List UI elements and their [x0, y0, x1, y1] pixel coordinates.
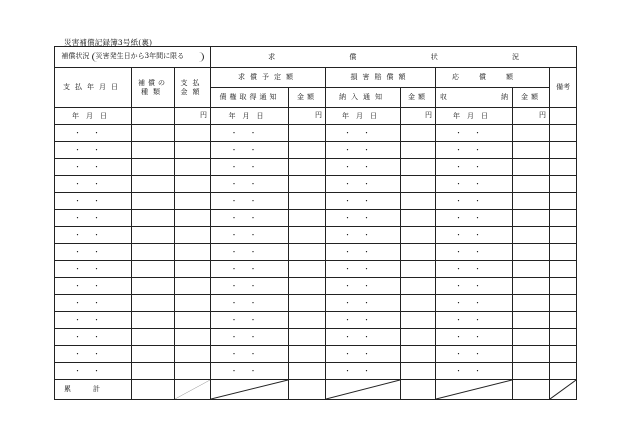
empty-cell: [550, 108, 577, 125]
date-entry-cell[interactable]: ・・: [326, 142, 401, 159]
entry-cell[interactable]: [401, 346, 436, 363]
entry-cell[interactable]: [132, 176, 175, 193]
entry-cell[interactable]: [289, 227, 326, 244]
entry-cell[interactable]: [550, 176, 577, 193]
entry-cell[interactable]: [401, 244, 436, 261]
date-entry-cell[interactable]: ・・: [436, 312, 513, 329]
entry-cell[interactable]: [289, 142, 326, 159]
entry-cell[interactable]: [513, 329, 550, 346]
entry-cell[interactable]: [550, 278, 577, 295]
date-entry-cell[interactable]: ・・: [55, 363, 132, 380]
entry-cell[interactable]: [289, 159, 326, 176]
entry-cell[interactable]: [132, 210, 175, 227]
date-entry-cell[interactable]: ・・: [326, 193, 401, 210]
date-entry-cell[interactable]: ・・: [211, 193, 289, 210]
entry-cell[interactable]: [513, 278, 550, 295]
date-entry-cell[interactable]: ・・: [55, 159, 132, 176]
date-entry-cell[interactable]: ・・: [211, 159, 289, 176]
col-reimbursed-label: 応償額: [452, 73, 534, 82]
entry-cell[interactable]: [513, 312, 550, 329]
col-comp-type-line2: 種類: [141, 87, 165, 96]
unit-date-planned: 年月日: [211, 108, 289, 125]
entry-cell[interactable]: [175, 159, 211, 176]
col-payment-amount-line2: 金額: [180, 87, 205, 96]
entry-cell[interactable]: [289, 125, 326, 142]
date-entry-cell[interactable]: ・・: [211, 125, 289, 142]
entry-cell[interactable]: [289, 329, 326, 346]
date-entry-cell[interactable]: ・・: [436, 278, 513, 295]
entry-cell[interactable]: [401, 210, 436, 227]
entry-cell[interactable]: [513, 261, 550, 278]
unit-date-damages: 年月日: [326, 108, 401, 125]
entry-cell[interactable]: [132, 329, 175, 346]
status-header-row: [55, 47, 577, 68]
entry-cell[interactable]: [175, 261, 211, 278]
date-entry-cell[interactable]: ・・: [326, 261, 401, 278]
date-entry-cell[interactable]: ・・: [326, 312, 401, 329]
table-row: [55, 227, 577, 244]
date-entry-cell[interactable]: ・・: [326, 346, 401, 363]
unit-yen-planned: [289, 108, 326, 125]
date-entry-cell[interactable]: ・・: [211, 244, 289, 261]
claim-status-char-4: 況: [511, 52, 519, 61]
entry-cell[interactable]: [401, 278, 436, 295]
entry-cell[interactable]: [513, 244, 550, 261]
entry-cell[interactable]: [513, 295, 550, 312]
diagonal-slash: [436, 380, 512, 399]
date-entry-cell[interactable]: ・・: [326, 210, 401, 227]
table-row: [55, 295, 577, 312]
entry-cell[interactable]: [550, 295, 577, 312]
sub-amount-reimbursed: 金額: [513, 88, 550, 108]
empty-cell: [132, 108, 175, 125]
entry-cell[interactable]: [401, 125, 436, 142]
date-entry-cell[interactable]: ・・: [436, 227, 513, 244]
entry-cell[interactable]: [550, 312, 577, 329]
yen-label: 円: [425, 111, 433, 119]
entry-cell[interactable]: [132, 261, 175, 278]
col-comp-type-line1: 補償の: [138, 79, 168, 88]
entry-cell[interactable]: [175, 176, 211, 193]
sub-receipt-payment: [436, 88, 513, 108]
date-entry-cell[interactable]: ・・: [55, 312, 132, 329]
entry-cell[interactable]: [550, 159, 577, 176]
col-comp-type: [132, 68, 175, 108]
claim-status-char-2: 償: [349, 52, 357, 61]
date-entry-cell[interactable]: ・・: [326, 227, 401, 244]
col-payment-date: 支払年月日: [55, 68, 132, 108]
sub-payment: 納: [501, 93, 509, 102]
entry-cell[interactable]: [550, 193, 577, 210]
entry-cell[interactable]: [401, 159, 436, 176]
entry-cell[interactable]: [550, 210, 577, 227]
entry-cell[interactable]: [175, 278, 211, 295]
date-entry-cell[interactable]: ・・: [211, 176, 289, 193]
col-damages: 損害賠償額: [326, 68, 436, 88]
date-entry-cell[interactable]: ・・: [326, 244, 401, 261]
entry-cell[interactable]: [513, 210, 550, 227]
empty-cell: [289, 380, 326, 400]
entry-cell[interactable]: [513, 227, 550, 244]
entry-cell[interactable]: [289, 346, 326, 363]
entry-cell[interactable]: [513, 125, 550, 142]
date-entry-cell[interactable]: ・・: [436, 363, 513, 380]
date-entry-cell[interactable]: ・・: [326, 125, 401, 142]
entry-cell[interactable]: [175, 142, 211, 159]
entry-cell[interactable]: [132, 227, 175, 244]
date-entry-cell[interactable]: ・・: [55, 125, 132, 142]
empty-cell: [401, 380, 436, 400]
date-entry-cell[interactable]: ・・: [55, 210, 132, 227]
table-row: [55, 329, 577, 346]
unit-yen-damages: [401, 108, 436, 125]
date-entry-cell[interactable]: ・・: [211, 278, 289, 295]
entry-cell[interactable]: [132, 278, 175, 295]
date-entry-cell[interactable]: ・・: [326, 363, 401, 380]
table-row: [55, 346, 577, 363]
entry-cell[interactable]: [550, 125, 577, 142]
empty-cell: [132, 380, 175, 400]
diagonal-slash: [550, 380, 576, 399]
date-entry-cell[interactable]: ・・: [211, 210, 289, 227]
entry-cell[interactable]: [175, 193, 211, 210]
entry-cell[interactable]: [550, 346, 577, 363]
table-row: [55, 363, 577, 380]
status-note: 災害発生日から3年間に限る: [92, 52, 204, 61]
col-remarks: 備考: [550, 68, 577, 108]
date-entry-cell[interactable]: ・・: [211, 312, 289, 329]
date-entry-cell[interactable]: ・・: [436, 210, 513, 227]
entry-cell[interactable]: [175, 210, 211, 227]
date-entry-cell[interactable]: ・・: [55, 244, 132, 261]
entry-cell[interactable]: [175, 312, 211, 329]
date-entry-cell[interactable]: ・・: [55, 278, 132, 295]
table-row: [55, 159, 577, 176]
date-entry-cell[interactable]: ・・: [55, 261, 132, 278]
compensation-record-table: [54, 46, 577, 400]
table-row: [55, 244, 577, 261]
data-rows: [55, 125, 577, 380]
entry-cell[interactable]: [132, 295, 175, 312]
entry-cell[interactable]: [289, 312, 326, 329]
sub-amount-planned: 金額: [289, 88, 326, 108]
claim-status-char-3: 状: [430, 52, 438, 61]
entry-cell[interactable]: [289, 295, 326, 312]
units-row: [55, 108, 577, 125]
unit-yen-payment: [175, 108, 211, 125]
entry-cell[interactable]: [289, 176, 326, 193]
entry-cell[interactable]: [513, 142, 550, 159]
table-row: [55, 193, 577, 210]
entry-cell[interactable]: [401, 142, 436, 159]
total-slash-cell: [175, 380, 211, 400]
date-entry-cell[interactable]: ・・: [436, 261, 513, 278]
date-entry-cell[interactable]: ・・: [326, 329, 401, 346]
date-entry-cell[interactable]: ・・: [211, 363, 289, 380]
yen-label: 円: [200, 111, 208, 119]
entry-cell[interactable]: [513, 176, 550, 193]
entry-cell[interactable]: [175, 363, 211, 380]
entry-cell[interactable]: [132, 346, 175, 363]
date-entry-cell[interactable]: ・・: [55, 346, 132, 363]
entry-cell[interactable]: [132, 363, 175, 380]
table-row: [55, 142, 577, 159]
table-row: [55, 176, 577, 193]
entry-cell[interactable]: [132, 159, 175, 176]
entry-cell[interactable]: [175, 346, 211, 363]
entry-cell[interactable]: [175, 227, 211, 244]
col-reimbursed: [436, 68, 550, 88]
entry-cell[interactable]: [550, 142, 577, 159]
table-row: [55, 312, 577, 329]
total-slash-cell: [550, 380, 577, 400]
status-label: 補償状況: [61, 52, 90, 61]
table-row: [55, 261, 577, 278]
entry-cell[interactable]: [401, 261, 436, 278]
total-slash-cell: [211, 380, 289, 400]
empty-cell: [513, 380, 550, 400]
entry-cell[interactable]: [550, 329, 577, 346]
date-entry-cell[interactable]: ・・: [55, 295, 132, 312]
date-entry-cell[interactable]: ・・: [436, 159, 513, 176]
date-entry-cell[interactable]: ・・: [55, 142, 132, 159]
entry-cell[interactable]: [175, 329, 211, 346]
diagonal-slash: [326, 380, 400, 399]
col-planned: 求償予定額: [211, 68, 326, 88]
unit-date-reimbursed: 年月日: [436, 108, 513, 125]
entry-cell[interactable]: [289, 278, 326, 295]
total-slash-cell: [326, 380, 401, 400]
date-entry-cell[interactable]: ・・: [211, 329, 289, 346]
sub-notice-damages: 納入通知: [326, 88, 401, 108]
date-entry-cell[interactable]: ・・: [326, 176, 401, 193]
sub-receipt: 収: [440, 93, 448, 102]
date-entry-cell[interactable]: ・・: [211, 142, 289, 159]
status-cell: [55, 47, 211, 68]
sub-amount-damages: 金額: [401, 88, 436, 108]
entry-cell[interactable]: [289, 261, 326, 278]
total-label: 累計: [55, 380, 132, 400]
entry-cell[interactable]: [401, 193, 436, 210]
date-entry-cell[interactable]: ・・: [436, 142, 513, 159]
date-entry-cell[interactable]: ・・: [55, 176, 132, 193]
date-entry-cell[interactable]: ・・: [436, 125, 513, 142]
entry-cell[interactable]: [289, 193, 326, 210]
entry-cell[interactable]: [401, 227, 436, 244]
unit-yen-reimbursed: [513, 108, 550, 125]
date-entry-cell[interactable]: ・・: [326, 159, 401, 176]
col-payment-amount: [175, 68, 211, 108]
table-row: [55, 278, 577, 295]
entry-cell[interactable]: [132, 125, 175, 142]
entry-cell[interactable]: [401, 176, 436, 193]
date-entry-cell[interactable]: ・・: [436, 193, 513, 210]
date-entry-cell[interactable]: ・・: [211, 261, 289, 278]
entry-cell[interactable]: [401, 363, 436, 380]
date-entry-cell[interactable]: ・・: [326, 295, 401, 312]
entry-cell[interactable]: [401, 295, 436, 312]
unit-date-payment: 年月日: [55, 108, 132, 125]
date-entry-cell[interactable]: ・・: [436, 176, 513, 193]
date-entry-cell[interactable]: ・・: [55, 329, 132, 346]
entry-cell[interactable]: [132, 244, 175, 261]
entry-cell[interactable]: [132, 193, 175, 210]
entry-cell[interactable]: [550, 363, 577, 380]
entry-cell[interactable]: [550, 227, 577, 244]
entry-cell[interactable]: [513, 346, 550, 363]
claim-status-header: [211, 47, 577, 68]
total-row: [55, 380, 577, 400]
date-entry-cell[interactable]: ・・: [436, 244, 513, 261]
entry-cell[interactable]: [550, 244, 577, 261]
entry-cell[interactable]: [513, 193, 550, 210]
entry-cell[interactable]: [401, 312, 436, 329]
entry-cell[interactable]: [175, 295, 211, 312]
form-title: 災害補償記録簿3号紙(裏): [64, 38, 153, 47]
col-payment-amount-line1: 支払: [180, 79, 205, 88]
date-entry-cell[interactable]: ・・: [326, 278, 401, 295]
date-entry-cell[interactable]: ・・: [211, 295, 289, 312]
entry-cell[interactable]: [289, 244, 326, 261]
table-row: [55, 125, 577, 142]
date-entry-cell[interactable]: ・・: [55, 227, 132, 244]
date-entry-cell[interactable]: ・・: [211, 227, 289, 244]
claim-status-char-1: 求: [268, 52, 276, 61]
entry-cell[interactable]: [175, 244, 211, 261]
date-entry-cell[interactable]: ・・: [436, 329, 513, 346]
yen-label: 円: [315, 111, 323, 119]
entry-cell[interactable]: [550, 261, 577, 278]
entry-cell[interactable]: [289, 363, 326, 380]
total-slash-cell: [436, 380, 513, 400]
date-entry-cell[interactable]: ・・: [436, 346, 513, 363]
entry-cell[interactable]: [513, 363, 550, 380]
entry-cell[interactable]: [132, 312, 175, 329]
entry-cell[interactable]: [289, 210, 326, 227]
yen-label: 円: [539, 111, 547, 119]
column-header-row: [55, 68, 577, 88]
diagonal-slash: [211, 380, 288, 399]
date-entry-cell[interactable]: ・・: [211, 346, 289, 363]
date-entry-cell[interactable]: ・・: [436, 295, 513, 312]
diagonal-slash: [175, 380, 210, 399]
entry-cell[interactable]: [175, 125, 211, 142]
date-entry-cell[interactable]: ・・: [55, 193, 132, 210]
entry-cell[interactable]: [513, 159, 550, 176]
entry-cell[interactable]: [401, 329, 436, 346]
entry-cell[interactable]: [132, 142, 175, 159]
table-row: [55, 210, 577, 227]
sub-notice-planned: 債権取得通知: [211, 88, 289, 108]
